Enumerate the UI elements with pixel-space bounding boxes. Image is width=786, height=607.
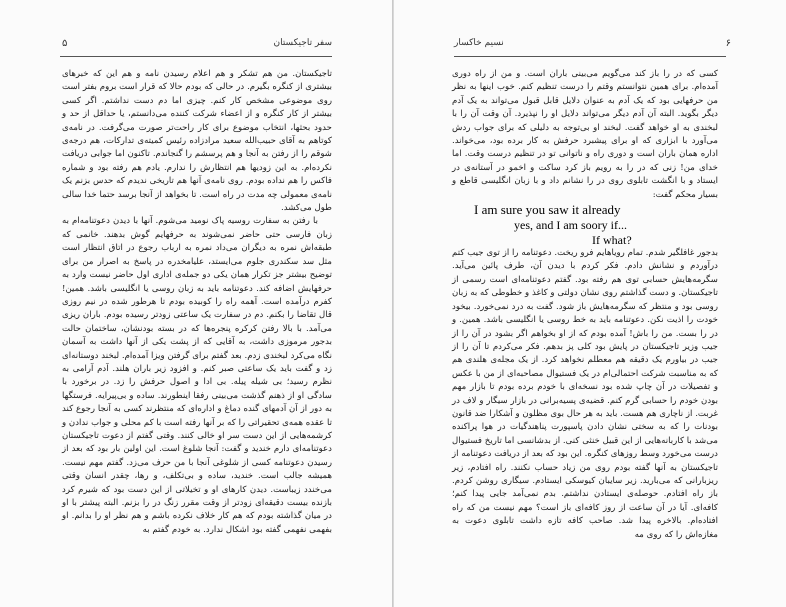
page-number: ۵ xyxy=(62,38,68,49)
page-header xyxy=(62,38,332,52)
right-page xyxy=(393,0,786,607)
header-rule xyxy=(454,56,726,57)
body-text xyxy=(452,68,718,542)
paragraph: بدجور غافلگیر شدم. تمام رویاهایم فرو ریخت. دعوتنامه را از توی جیب کتم درآوردم و نشانش دادم. فکر کردم با دیدن آن، طرف پائین می‌آید. سگرمه‌هایش حسابی توی هم رفته بود. گفتم دعوتنامه‌ای است رسمی از تاجیکستان. و دست گذاشتم روی نشان دولتی و کاغذ و خطوطی که به زبان روسی بود و منتظر که سگرمه‌هایش باز شود. گفت به درد نمی‌خورد. بیخود خودت را اذیت نکن. دعوتنامه باید به خط روسی یا انگلیسی باشد. همین. و در را بست. من را باش! آمده بودم که از او بخواهم اگر بشود در آن را از جیب وزیر تاجیکستان در پایش بود کلی پز بدهم. فکر می‌کردم تا آن را از جیب در بیاورم یک دقیقه هم معطلم نخواهد کرد. از یک مجله‌ی هلندی هم که به مناسبت شرکت احتمالی‌ام در یک فستیوال مصاحبه‌ای از من با عکس و تفصیلات در آن چاپ شده بود نسخه‌ای با خودم برده بودم تا بازار مهم بودن خودم را حسابی گرم کنم. قضیه‌ی پسیه‌برانی در بازار سیگار و لاف در غربت. از ناچاری هم هست. باید به هر حال بوی مظلون و آشکارا ضد قانون بودنات را که به سختی نشان دادن پاسپورت پناهندگیات در هوا پراکنده می‌شد با کاربانه‌هایی از این قبیل خنثی کنی. از بدشانسی اما تاریخ فستیوال درست می‌خورد وسط روزهای کنگره. این بود که بعد از دریافت دعوتنامه از تاجیکستان به آنها گفته بودم روی من زیاد حساب نکنند. راه افتادم، زیر ریزبارانی که می‌بارید. زیر سایبان کیوسکی ایستادم. سیگاری روشن کردم. باز راه افتادم. حوصله‌ی ایستادن نداشتم. بدم نمی‌آمد جایی پیدا کنم؛ کافه‌ای. آیا در آن ساعت از روز کافه‌ای باز است؟ مهم نیست من که راه افتاده‌ام. بالاخره پیدا شد. صاحب کافه تازه داشت تابلوی دعوت به مغازه‌اش را که روی مه xyxy=(452,248,718,540)
paragraph: تاجیکستان. من هم تشکر و هم اعلام رسیدن نامه و هم این که خبرهای بیشتری از کنگره بگیرم. در حالی که بودم حالا که قرار است بروم بفتر است روی موضوعی مشخص کار کنم. چیزی اما دم دست نداشتم. اگر کسی بیشتر از کار کنگره و از اعضاء شرکت کننده می‌دانستم، یا حداقل از حد و حدود بحثها، انتخاب موضوع برای کار راحت‌تر صورت می‌گرفت. در نامه‌ی کوتاهم به آقای حبیب‌الله سعید مرادزاده رئیس کمیته‌ی تدارکات، هم درجه‌ی شوقم را از رفتن به آنجا و هم پرسشم را گنجاندم. تاکنون اما جوابی دریافت نکرده‌ام. به این زودیها هم انتظارش را ندارم. یادم هم رفته بود و شماره فاکس را هم نداده بودم. روی نامه‌ی آنها هم تاریخی ندیدم که حدس بزنم یک نامه‌ی معمولی چه مدت در راه است. تا بخواهد از آنجا برسد حتما خدا سالی طول می‌کشد. xyxy=(62,69,332,214)
running-title: نسیم خاکسار xyxy=(454,38,504,48)
header-rule xyxy=(60,56,332,57)
page-number: ۶ xyxy=(725,38,731,49)
body-text xyxy=(62,68,332,537)
english-quote-line: If what? xyxy=(592,233,632,248)
running-title: سفر تاجیکستان xyxy=(273,38,332,48)
english-quote-line: I am sure you saw it already xyxy=(474,202,621,218)
english-quote-line: yes, and I am soory if... xyxy=(514,218,627,233)
paragraph: کسی که در را باز کند می‌گویم می‌بینی باران است. و من از راه دوری آمده‌ام. برای همین نتوانستم وقتم را درست تنظیم کنم. خوب اینها به نظر من حرفهایی بود که یک آدم به عنوان دلایل قابل قبول می‌تواند به یک آدم دیگر بگوید. البته آن آدم دیگر می‌تواند دلایل او را نپذیرد. آن وقت آن را با لبخندی به او خواهد گفت. لبخند او بی‌توجه به دلیلی که برای جواب ردش می‌آورد با ابزاری که او برای پیشبرد حرفش به کار برده بود، می‌خواند. اداره همان باران است و دوری راه و ناتوانی تو در تنظیم درست وقت. اما خدای من! زنی که در را به رویم باز کرد ساکت و اخمو در آستانه‌ی در ایستاد و با انگشت تابلوی روی در را نشانم داد و با زبان انگلیسی قاطع و بسیار محکم گفت: xyxy=(452,69,718,200)
paragraph: با رفتن به سفارت روسیه پاک نومید می‌شوم. آنها با دیدن دعوتنامه‌ام به زبان فارسی حتی حاضر نمی‌شوند به حرفهایم گوش بدهند. خانمی که طبقه‌اش نمره به دیگران می‌داد نمره به ارباب رجوع در اتاق انتظار است مثل سد سکندری جلوم می‌ایستد، علیامخدره در پاسخ به اصرار من برای توضیح بیشتر جز تکرار همان یکی دو جمله‌ی اداری اول حاضر نیست وارد به حرفهایش اضافه کند. دعوتنامه باید به زبان روسی یا انگلیسی باشد. همین! کفرم درآمده است. آهمه راه را کوبیده بودم تا هرطور شده در نیم روزی قال تقاضا را بکنم. دم در سفارت یک ساعتی زودتر رسیده بودم. باران ریزی می‌آمد. با بالا رفتن کرکره پنجره‌ها که در بسته بودنشان، ساختمان حالت بدجور مرموزی داشت، به آقایی که از پشت یکی از آنها داشت به آسمان نگاه می‌کرد لبخندی زدم. بعد گفتم برای گرفتن ویزا آمده‌ام. لبخند دوستانه‌ای زد و گفت باید یک ساعتی صبر کنم. و افزود زیر باران هلند. آدم آرامی به نظرم رسید؛ بی شیله پیله. بی ادا و اصول حرفش را زد. در برخورد با سادگی او از ذهنم گذشت می‌بینی رفقا اینطورند. ساده و بی‌پیرایه. فرستگها به دور از آن آدمهای گنده دماغ و اداره‌ای که منتظرند کسی به آنجا رجوع کند تا عقده همه‌ی تحقیراتی را که بر آنها رفته است با کم محلی و جواب ندادن و کرشمه‌هایی از این دست سر او خالی کنند. وقتی گفتم از دعوت تاجیکستان دعوتنامه‌ای دارم خندید و گفت: آنجا شلوغ است. این اولین بار بود که بعد از رسیدن دعوتنامه کسی از شلوغی آنجا با من حرف می‌زد. گفتم مهم نیست. همیشه جالب است. خندید، ساده و بی‌تکلف، و رها، چقدر انسان وقتی می‌خندد زیباست. دیدن کارهای او و تخیلاتی از این دست بود که شیرم کرد بازنده بیست دقیقه‌ای زودتر از وقت مقرر زنگ در را بزنم. البته پیشتر با او در میان گذاشته بودم که هم کار خلاف نکرده باشم و هم نظر او را بدانم. او بفهمی نفهمی گفته بود اشکال ندارد. به خودم گفتم به xyxy=(62,216,332,535)
page-header xyxy=(454,38,731,52)
